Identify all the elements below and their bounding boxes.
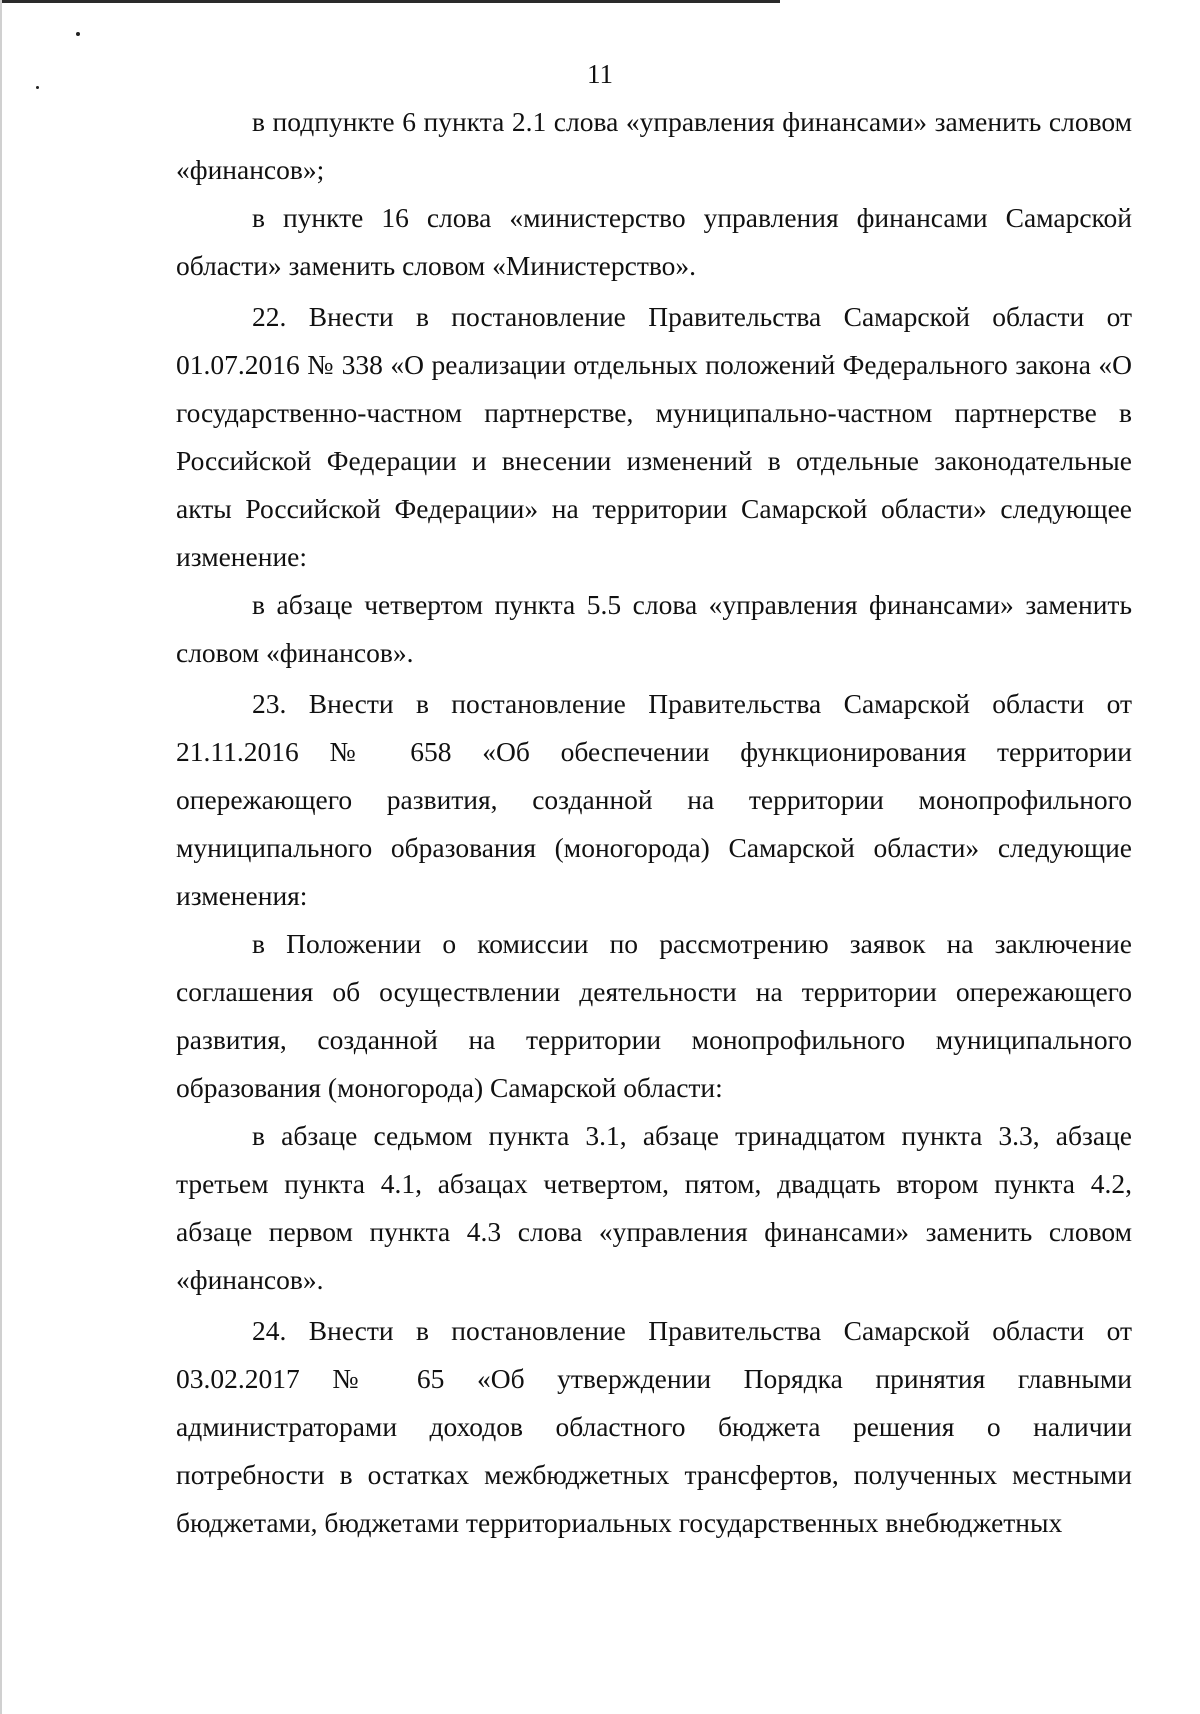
page-number: 11	[587, 59, 613, 89]
paragraph-item-23-change: в абзаце седьмом пункта 3.1, абзаце тринадцатом пункта 3.3, абзаце третьем пункта 4.1, абзацах четвертом, пятом, двадцать втором пункта 4.2, абзаце первом пункта 4.3 слова «управления финансами» заменить словом «финансов».	[176, 1120, 1132, 1295]
document-body	[176, 98, 1132, 1547]
paragraph-subclause-6: в подпункте 6 пункта 2.1 слова «управления финансами» заменить словом «финансов»;	[176, 106, 1132, 185]
paragraph-clause-16: в пункте 16 слова «министерство управления финансами Самарской области» заменить словом «Министерство».	[176, 202, 1132, 281]
scan-speck	[76, 32, 80, 36]
paragraph-item-22: 22. Внести в постановление Правительства Самарской области от 01.07.2016 № 338 «О реализации отдельных положений Федерального закона «О государственно-частном партнерстве, муниципально-частном партнерстве в Российской Федерации и внесении изменений в отдельные законодательные акты Российской Федерации» на территории Самарской области» следующее изменение:	[176, 301, 1132, 572]
paragraph-item-23-regulation: в Положении о комиссии по рассмотрению заявок на заключение соглашения об осуществлении деятельности на территории опережающего развития, созданной на территории монопрофильного муниципального образования (моногорода) Самарской области:	[176, 928, 1132, 1103]
paragraph-item-22-change: в абзаце четвертом пункта 5.5 слова «управления финансами» заменить словом «финансов».	[176, 589, 1132, 668]
scan-border-left	[0, 0, 2, 1714]
scan-border-top	[0, 0, 780, 3]
paragraph-item-23: 23. Внести в постановление Правительства Самарской области от 21.11.2016 № 658 «Об обеспечении функционирования территории опережающего развития, созданной на территории монопрофильного муниципального образования (моногорода) Самарской области» следующие изменения:	[176, 688, 1132, 911]
paragraph-item-24: 24. Внести в постановление Правительства Самарской области от 03.02.2017 № 65 «Об утверждении Порядка принятия главными администраторами доходов областного бюджета решения о наличии потребности в остатках межбюджетных трансфертов, полученных местными бюджетами, бюджетами территориальных государственных внебюджетных	[176, 1315, 1132, 1538]
